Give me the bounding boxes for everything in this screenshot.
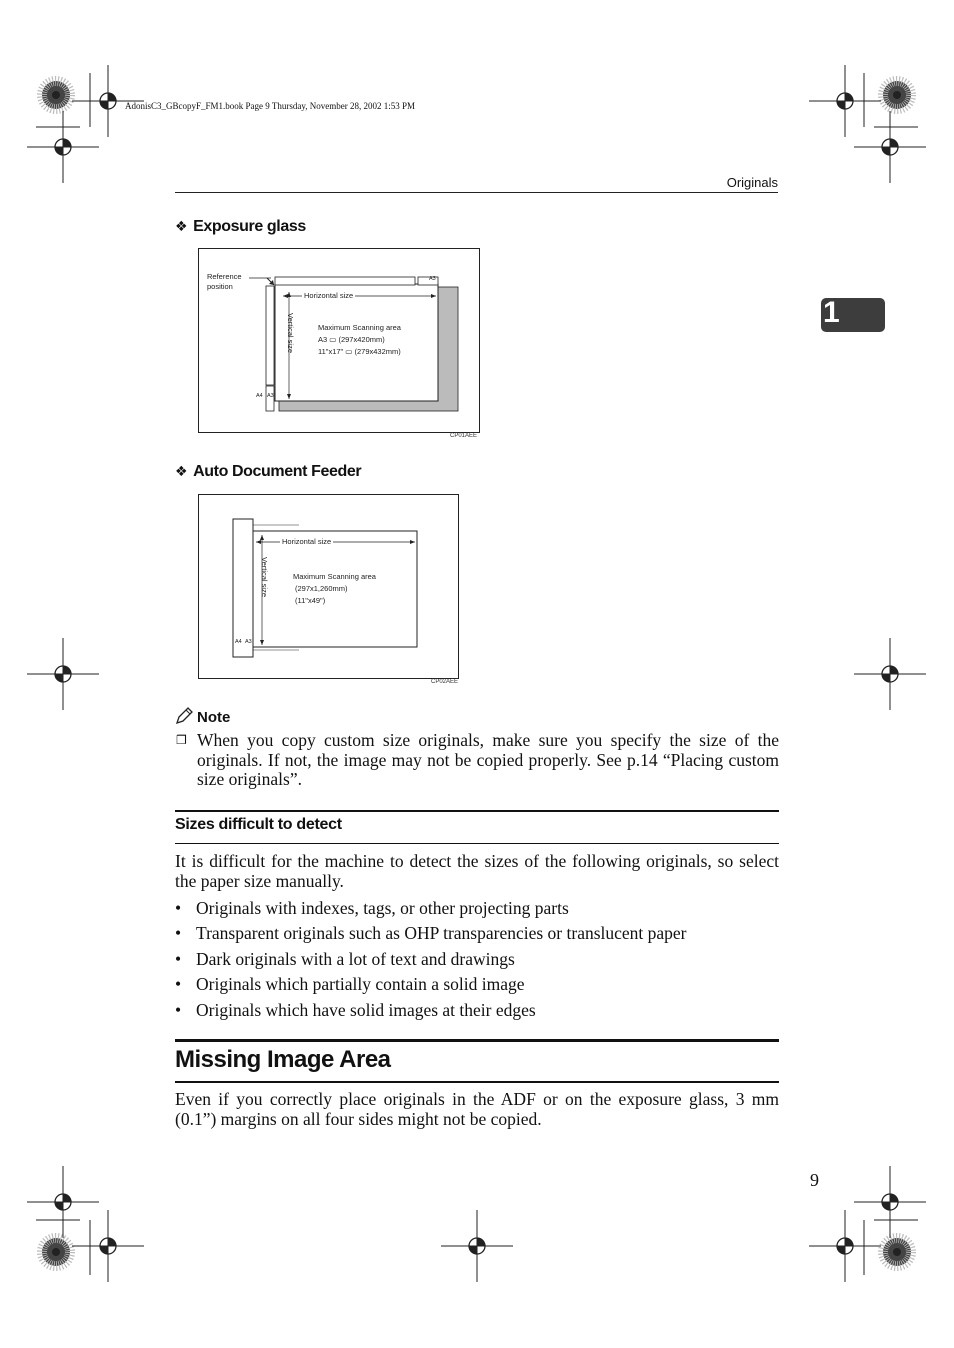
pencil-icon (175, 707, 193, 725)
running-head: Originals (726, 175, 778, 190)
a3-dims: (297x420mm) (338, 335, 385, 344)
bullet-icon: • (175, 974, 182, 994)
paper-orientation-icon: ▭ (329, 335, 337, 344)
note-text: When you copy custom size originals, make sure you specify the size of the originals. If not, the image may not be copied properly. See p.14 “Placing custom size originals”. (197, 730, 779, 789)
exposure-glass-heading-text: Exposure glass (193, 218, 306, 235)
sunburst-mark-icon (42, 1238, 70, 1266)
crosshair-icon (854, 111, 926, 183)
vertical-size-label: Vertical size (260, 557, 269, 598)
bullet-icon: • (175, 949, 182, 969)
adf-figure-code: CP02AEE (431, 679, 459, 685)
list-item (175, 1000, 536, 1020)
chapter-number: 1 (823, 296, 840, 329)
us-label: 11"x17" (318, 347, 344, 356)
max-scan-area-a3 (318, 335, 385, 344)
crosshair-icon (72, 1210, 144, 1282)
sunburst-mark-icon (883, 81, 911, 109)
list-item-text: Dark originals with a lot of text and drawings (196, 949, 515, 969)
marker-a4: A4 (235, 639, 242, 645)
list-item-text: Originals which have solid images at their edges (196, 1000, 536, 1020)
max-scan-area-mm: (297x1,260mm) (295, 584, 348, 593)
missing-image-area-heading: Missing Image Area (175, 1046, 391, 1073)
list-item (175, 923, 687, 943)
paper-orientation-icon: ▭ (345, 347, 353, 356)
section-rule-top (175, 1039, 779, 1042)
list-item-text: Originals which partially contain a solid image (196, 974, 525, 994)
vertical-size-label: Vertical size (286, 313, 295, 354)
diamond-bullet-icon: ❖ (175, 218, 188, 234)
max-scan-area-us (318, 347, 401, 356)
subsection-rule-top (175, 810, 779, 812)
max-scan-area-title: Maximum Scanning area (293, 572, 376, 581)
note-checkbox-icon: ❒ (176, 733, 187, 747)
exposure-glass-diagram (198, 248, 480, 433)
sunburst-mark-icon (883, 1238, 911, 1266)
crosshair-icon (27, 1166, 99, 1238)
top-marker-a3: A3 (429, 276, 436, 282)
sunburst-mark-icon (42, 81, 70, 109)
list-item (175, 949, 515, 969)
horizontal-size-label: Horizontal size (282, 537, 332, 546)
reference-position-label: Reference position (207, 272, 242, 291)
horizontal-size-label: Horizontal size (304, 291, 354, 300)
list-item (175, 898, 569, 918)
missing-image-area-text: Even if you correctly place originals in the ADF or on the exposure glass, 3 mm (0.1”) margins on all four sides might not be copied. (175, 1089, 779, 1129)
us-dims: (279x432mm) (354, 347, 401, 356)
sizes-heading: Sizes difficult to detect (175, 816, 342, 833)
a3-label: A3 (318, 335, 328, 344)
header-rule (175, 192, 778, 193)
crosshair-icon (27, 111, 99, 183)
list-item-text: Originals with indexes, tags, or other projecting parts (196, 898, 569, 918)
adf-diagram (198, 494, 459, 679)
bullet-icon: • (175, 898, 182, 918)
list-item-text: Transparent originals such as OHP transparencies or translucent paper (196, 923, 687, 943)
diamond-bullet-icon: ❖ (175, 463, 188, 479)
crosshair-icon (441, 1210, 513, 1282)
adf-heading (175, 463, 361, 481)
crosshair-icon (854, 638, 926, 710)
subsection-rule-bottom (175, 843, 779, 844)
section-rule-bottom (175, 1081, 779, 1083)
crosshair-icon (27, 638, 99, 710)
marker-a3: A3 (245, 639, 252, 645)
list-item (175, 974, 525, 994)
adf-heading-text: Auto Document Feeder (193, 463, 362, 480)
exposure-glass-heading (175, 218, 306, 236)
max-scan-area-title: Maximum Scanning area (318, 323, 401, 332)
page-number: 9 (810, 1170, 819, 1190)
crosshair-icon (854, 1166, 926, 1238)
bullet-icon: • (175, 1000, 182, 1020)
marker-a4: A4 (256, 393, 263, 399)
bullet-icon: • (175, 923, 182, 943)
note-title: Note (197, 709, 231, 726)
crosshair-icon (809, 1210, 881, 1282)
crosshair-icon (809, 65, 881, 137)
print-header: AdonisC3_GBcopyF_FM1.book Page 9 Thursday, November 28, 2002 1:53 PM (125, 101, 415, 111)
sizes-intro: It is difficult for the machine to detect the sizes of the following originals, so select the paper size manually. (175, 851, 779, 891)
exposure-glass-figure-code: CP01AEE (450, 433, 478, 439)
marker-a3: A3 (267, 393, 274, 399)
max-scan-area-in: (11"x49") (295, 596, 326, 605)
